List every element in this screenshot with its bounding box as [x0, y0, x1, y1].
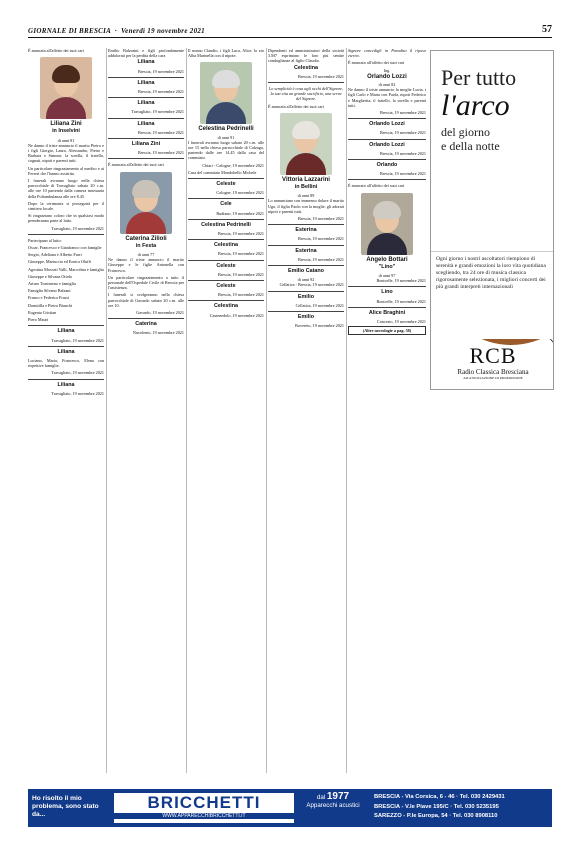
notice-text: I funerali avranno luogo sabato 20 c.m. alle ore 15 nella chiesa parrocchiale di Calzago, partendo dalle ore 14.45 dalla casa del commiato. [188, 139, 264, 161]
notice-name: Orlando [376, 162, 398, 169]
deceased-name: Liliana Zini [50, 121, 82, 128]
portrait-photo [361, 193, 413, 255]
place-date: Travagliato, 19 novembre 2021 [51, 225, 104, 231]
place-date: Gavardo, 19 novembre 2021 [136, 310, 184, 316]
portrait-photo [120, 172, 172, 234]
radio-classica-ad[interactable] [430, 50, 554, 390]
notice-name: Emilio [297, 314, 315, 321]
notice-name: Celeste [216, 262, 236, 269]
notice-name: Liliana [137, 100, 155, 107]
place-date: Brescia, 19 novembre 2021 [297, 256, 344, 262]
notice-text: Un particolare ringraziamento al medico e ai Ferreri che l'hanno assistita. [28, 165, 104, 176]
address-line: BRESCIA - V.le Piave 195/C · Tel. 030 5235195 [374, 803, 499, 810]
nickname: "Lino" [378, 263, 396, 270]
notice-name: Emilio Catano [288, 268, 324, 275]
place-date: Brescia, 19 novembre 2021 [379, 171, 426, 177]
place-date: Rudiano, 19 novembre 2021 [216, 210, 264, 216]
place-date: Rovereto, 19 novembre 2021 [295, 323, 344, 329]
place-date: Brescia, 19 novembre 2021 [217, 251, 264, 257]
notice-name: Celeste [216, 181, 236, 188]
intro-text: È mancato all'affetto dei suoi cari [348, 183, 405, 189]
notice-name: Orlando Lozzi [369, 121, 405, 128]
intro-text: È mancata all'affetto dei suoi cari [268, 103, 324, 109]
obituary-column-5 [348, 48, 426, 773]
title-prefix: Ing. [383, 67, 391, 73]
list-item: Oscar, Francesco e Gianfranco con famiglie [28, 245, 102, 251]
notice-text: Emilio Balzarini e figli profondamente addolorati per la perdita della cara [108, 48, 184, 59]
married-name: in Inselvini [52, 128, 80, 135]
notice-text: Un particolare ringraziamento a tutto il personale dell'Ospedale Civile di Brescia per l'assistenza. [108, 274, 184, 291]
notice-name: Liliana [137, 79, 155, 86]
radio-logo [431, 343, 554, 390]
notice-name: Lino [381, 289, 393, 296]
deceased-name: Celestina Pedrinelli [198, 126, 254, 133]
age: di anni 82 [378, 82, 396, 88]
place-date: Travagliato, 19 novembre 2021 [51, 337, 104, 343]
ad-headline-1: Per tutto [441, 65, 517, 90]
masthead: GIORNALE DI BRESCIA · Venerdì 19 novembre 2021 [28, 27, 205, 35]
brand-name: BRICCHETTI [147, 793, 261, 812]
place-date: Cellatica, 19 novembre 2021 [295, 302, 344, 308]
notice-name: Caterina [135, 321, 157, 328]
notice-name: Celestina [214, 303, 238, 310]
place-date: Concesio, 19 novembre 2021 [376, 319, 426, 325]
notice-text: Dopo la cerimonia si proseguirà per il cimitero locale. [28, 200, 104, 212]
participants-heading: Partecipano al lutto: [28, 237, 62, 243]
place-date: Brescia, 19 novembre 2021 [137, 129, 184, 135]
deceased-name: Vittoria Lazzarini [282, 176, 330, 183]
notice-name: Esterina [295, 227, 317, 234]
list-item: Giuseppe e Silvana Ottolo [28, 273, 73, 279]
list-item: Piero Mauri [28, 317, 49, 323]
notice-name: Celeste [216, 283, 236, 290]
notice-name: Celestina Pedrinelli [201, 221, 251, 228]
place-date: Brescia, 19 novembre 2021 [137, 89, 184, 95]
deceased-name: Orlando Lozzi [367, 73, 407, 80]
list-item: Franco e Federica Frassi [28, 295, 70, 301]
since-badge: dal 1977 Apparecchi acustici [306, 791, 360, 809]
intro-text: È mancata all'affetto dei suoi cari [28, 48, 84, 53]
deceased-name: Caterina Zilioli [125, 235, 167, 242]
station-name: Radio Classica Bresciana [457, 368, 529, 376]
notice-text: Si ringraziano coloro che in qualsiasi modo prenderanno parte al lutto. [28, 213, 104, 224]
address-line: SAREZZO - P.le Europa, 54 · Tel. 030 8908110 [374, 813, 498, 819]
obituary-column-2 [108, 48, 184, 773]
ad-headline-4: e della notte [441, 139, 500, 153]
place-date: Brescia, 19 novembre 2021 [297, 216, 344, 222]
place-date: Brescia, 19 novembre 2021 [379, 110, 426, 116]
place-date: Brescia, 19 novembre 2021 [217, 292, 264, 298]
ad-question: Ho risolto il mio problema, sono stato da... [32, 795, 99, 818]
station-tagline: AD ASSOCIAZIONE DI PROMOZIONE [463, 376, 523, 380]
place-date: Cologne, 19 novembre 2021 [216, 190, 264, 196]
notice-text: Ne danno il triste annuncio la moglie Lucia, i figli Carlo e Marta con Paola, nipoti Federico e Margherita, il fratello, la sorella e parenti tutti. [348, 87, 426, 108]
notice-text: I funerali si svolgeranno nella chiesa parrocchiale di Gavardo sabato 20 c.m. alle ore 10. [108, 292, 184, 308]
notice-name: Orlando Lozzi [369, 141, 405, 148]
age: di anni 89 [297, 193, 315, 199]
notice-name: Esterina [295, 247, 317, 254]
place-date: Brescia, 19 novembre 2021 [379, 150, 426, 156]
obituary-column-1 [28, 48, 104, 773]
notice-name: Liliana [57, 328, 75, 335]
portrait-photo [200, 62, 252, 124]
place-date: Bonicelle, 19 novembre 2021 [376, 298, 426, 304]
age: di anni 92 [297, 277, 315, 283]
portrait-photo [40, 57, 92, 119]
place-date: Brescia, 19 novembre 2021 [297, 73, 344, 79]
notice-name: Liliana Zini [131, 141, 161, 148]
place-date: Cellatica - Brescia, 19 novembre 2021 [279, 282, 344, 288]
deceased-name: Angelo Bottari [366, 256, 408, 263]
list-item: Sergio, Adeliana e Alberto Furri [28, 252, 82, 258]
list-item: Casa del commiato Mondobello Michele [188, 169, 257, 175]
notice-name: Celestina [214, 242, 238, 249]
list-item: Domitilla e Pietro Bianchi [28, 302, 73, 308]
notice-name: Liliana [57, 381, 75, 388]
notice-name: Alice Braghini [368, 309, 406, 316]
notice-name: Cele [220, 201, 232, 208]
intro-text: È mancata all'affetto dei suoi cari [108, 162, 164, 168]
obituary-column-4 [268, 48, 344, 773]
place-date: Travagliato, 19 novembre 2021 [51, 370, 104, 376]
list-item: Arturo Trasimeno e famiglia [28, 281, 76, 287]
page-number: 57 [542, 24, 552, 35]
notice-text: Ne danno il triste annuncio il marito Pietro e i figli Giorgio, Laura, Alessandro, Pietro e Barbara e Simone, la sorella, il fratello, cognati, nipoti e parenti tutti. [28, 142, 104, 164]
notice-name: Liliana [57, 348, 75, 355]
address-line: BRESCIA - Via Corsica, 6 - 46 · Tel. 030 2429431 [374, 794, 505, 800]
notice-text: Ne danno il triste annuncio il marito Giuseppe e le figlie Antonella con Francesco. [108, 257, 184, 273]
age: di anni 81 [57, 137, 75, 143]
place-date: Travagliato, 19 novembre 2021 [51, 390, 104, 396]
store-addresses [374, 793, 550, 822]
list-item: Agostina Moscati Valli, Marcolina e famiglia [28, 266, 104, 272]
notice-text: Luciano, Maria, Francesco, Elena con rispettive famiglie. [28, 357, 104, 369]
notice-name: Liliana [137, 59, 155, 66]
notice-text: I funerali avranno luogo nella chiesa parrocchiale di Travagliato sabato 20 c.m. alle ore 10 partendo dalla camera mortuaria della Poliambulanza alle ore 8.45. [28, 178, 104, 199]
rcb-logo: RCB [469, 343, 517, 368]
place-date: Brescia, 19 novembre 2021 [297, 236, 344, 242]
quote-text: Lo semplicità è cosa agli occhi dell'Signore, la sua vita un grande sacrificio, una serva del Signore. [268, 86, 344, 102]
age: di anni 77 [137, 252, 155, 258]
age: di anni 91 [217, 134, 235, 140]
age: di anni 97 [378, 273, 396, 279]
list-item: Eugenia Cristian [28, 309, 57, 315]
notice-name: Liliana [137, 120, 155, 127]
more-obituaries-note: (Altre necrologie a pag. 58) [348, 326, 426, 335]
married-name: in Festa [135, 242, 157, 249]
brand-website-link[interactable]: WWW.APPARECCHIBRICCHETTI.IT [114, 813, 294, 819]
place-date: Bonicelle, 19 novembre 2021 [376, 278, 426, 284]
place-date: Brescia, 19 novembre 2021 [379, 130, 426, 136]
quote-text: Signore concedigli in Paradiso il riposo eterno. [348, 48, 426, 59]
list-item: Famiglia Silvano Balzani [28, 288, 71, 294]
place-date: Travagliato, 19 novembre 2021 [131, 109, 184, 115]
place-date: Brescia, 19 novembre 2021 [137, 150, 184, 156]
notice-text: Lo annunciano con immenso dolore il marito Ugo, il figlio Paolo con la moglie, gli adorati nipoti e parenti tutti. [268, 198, 344, 214]
ad-headline-3: del giorno [441, 125, 490, 139]
place-date: Brescia, 19 novembre 2021 [217, 231, 264, 237]
place-date: Nuvolento, 19 novembre 2021 [132, 330, 184, 336]
obituary-column-3 [188, 48, 264, 773]
place-date: Brescia, 19 novembre 2021 [217, 271, 264, 277]
portrait-photo [280, 113, 332, 175]
married-name: in Bellini [294, 184, 318, 191]
notice-name: Celestina [294, 64, 318, 71]
intro-text: È mancato all'affetto dei suoi cari [348, 60, 405, 66]
ad-body-text: Ogni giorno i nostri ascoltatori riempiono di serenità e grandi emozioni la loro vita quotidiana scegliendo, tra 24 ore di musica classica rigorosamente selezionata, i migliori concerti dei più grandi interpreti internazionali [431, 251, 554, 339]
notice-text: Dipendenti ed amministratori della società 3.M7 esprimono le loro più sentite condoglianze al figlio Claudio. [268, 48, 344, 64]
notice-name: Emilio [297, 293, 315, 300]
place-date: Chiari - Cologne, 19 novembre 2021 [202, 162, 264, 168]
brand-box[interactable] [114, 793, 294, 823]
bricchetti-ad-banner[interactable] [28, 789, 552, 827]
place-date: Castenedolo, 19 novembre 2021 [209, 312, 264, 318]
page-header [28, 24, 552, 38]
place-date: Brescia, 19 novembre 2021 [137, 68, 184, 74]
notice-text: Il nonno Claudio, i figli Luca, Alice, lo zio Alba Marinella con il nipote. [188, 48, 264, 59]
list-item: Giuseppe, Mariuccia ed Enrica Oluffi [28, 259, 92, 265]
ad-headline-2: l'arco [441, 89, 510, 122]
